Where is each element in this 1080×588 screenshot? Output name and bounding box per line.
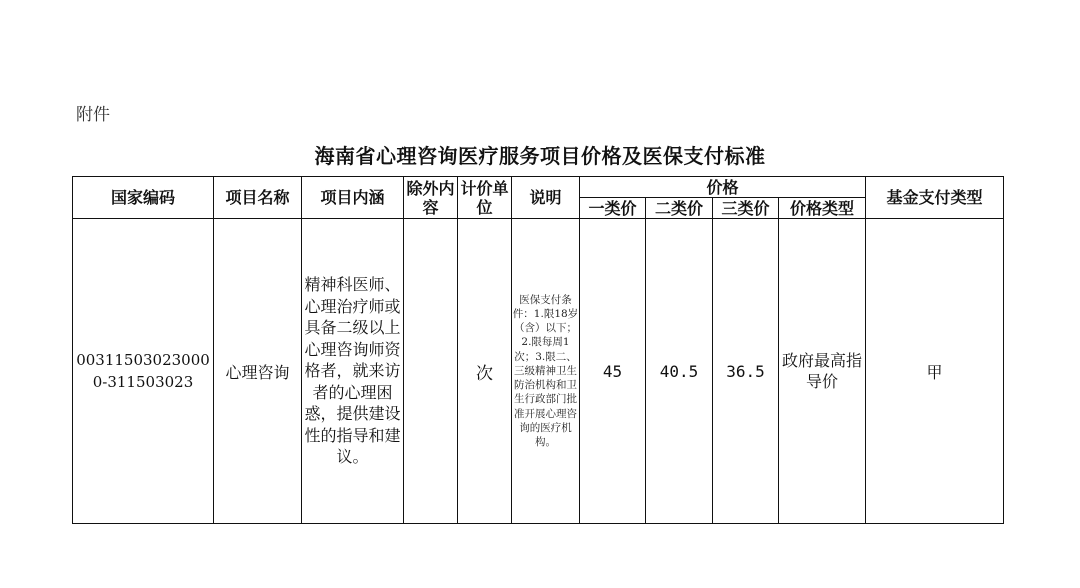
header-note: 说明 <box>512 177 580 219</box>
cell-fund-type: 甲 <box>866 219 1004 524</box>
header-code: 国家编码 <box>73 177 214 219</box>
header-price-group: 价格 <box>580 177 866 198</box>
header-excluded: 除外内容 <box>404 177 458 219</box>
header-name: 项目名称 <box>214 177 302 219</box>
document-title: 海南省心理咨询医疗服务项目价格及医保支付标准 <box>314 144 766 168</box>
header-price-type: 价格类型 <box>779 198 866 219</box>
cell-note: 医保支付条件：1.限18岁（含）以下；2.限每周1次；3.限二、三级精神卫生防治机构和卫生行政部门批准开展心理咨询的医疗机构。 <box>512 219 580 524</box>
cell-price-type: 政府最高指导价 <box>779 219 866 524</box>
header-fund-type: 基金支付类型 <box>866 177 1004 219</box>
cell-content: 精神科医师、心理治疗师或具备二级以上心理咨询师资格者，就来访者的心理困惑，提供建设性的指导和建议。 <box>302 219 404 524</box>
price-table <box>72 176 1004 524</box>
cell-excluded <box>404 219 458 524</box>
cell-name: 心理咨询 <box>214 219 302 524</box>
header-price-1: 一类价 <box>580 198 646 219</box>
cell-price-2: 40.5 <box>646 219 713 524</box>
table-header-row <box>73 177 1004 198</box>
cell-price-1: 45 <box>580 219 646 524</box>
header-unit: 计价单位 <box>458 177 512 219</box>
table-row <box>73 219 1004 524</box>
header-price-3: 三类价 <box>713 198 779 219</box>
cell-code: 003115030230000-311503023 <box>73 219 214 524</box>
cell-unit: 次 <box>458 219 512 524</box>
attachment-label: 附件 <box>76 105 110 125</box>
header-price-2: 二类价 <box>646 198 713 219</box>
cell-price-3: 36.5 <box>713 219 779 524</box>
header-content: 项目内涵 <box>302 177 404 219</box>
